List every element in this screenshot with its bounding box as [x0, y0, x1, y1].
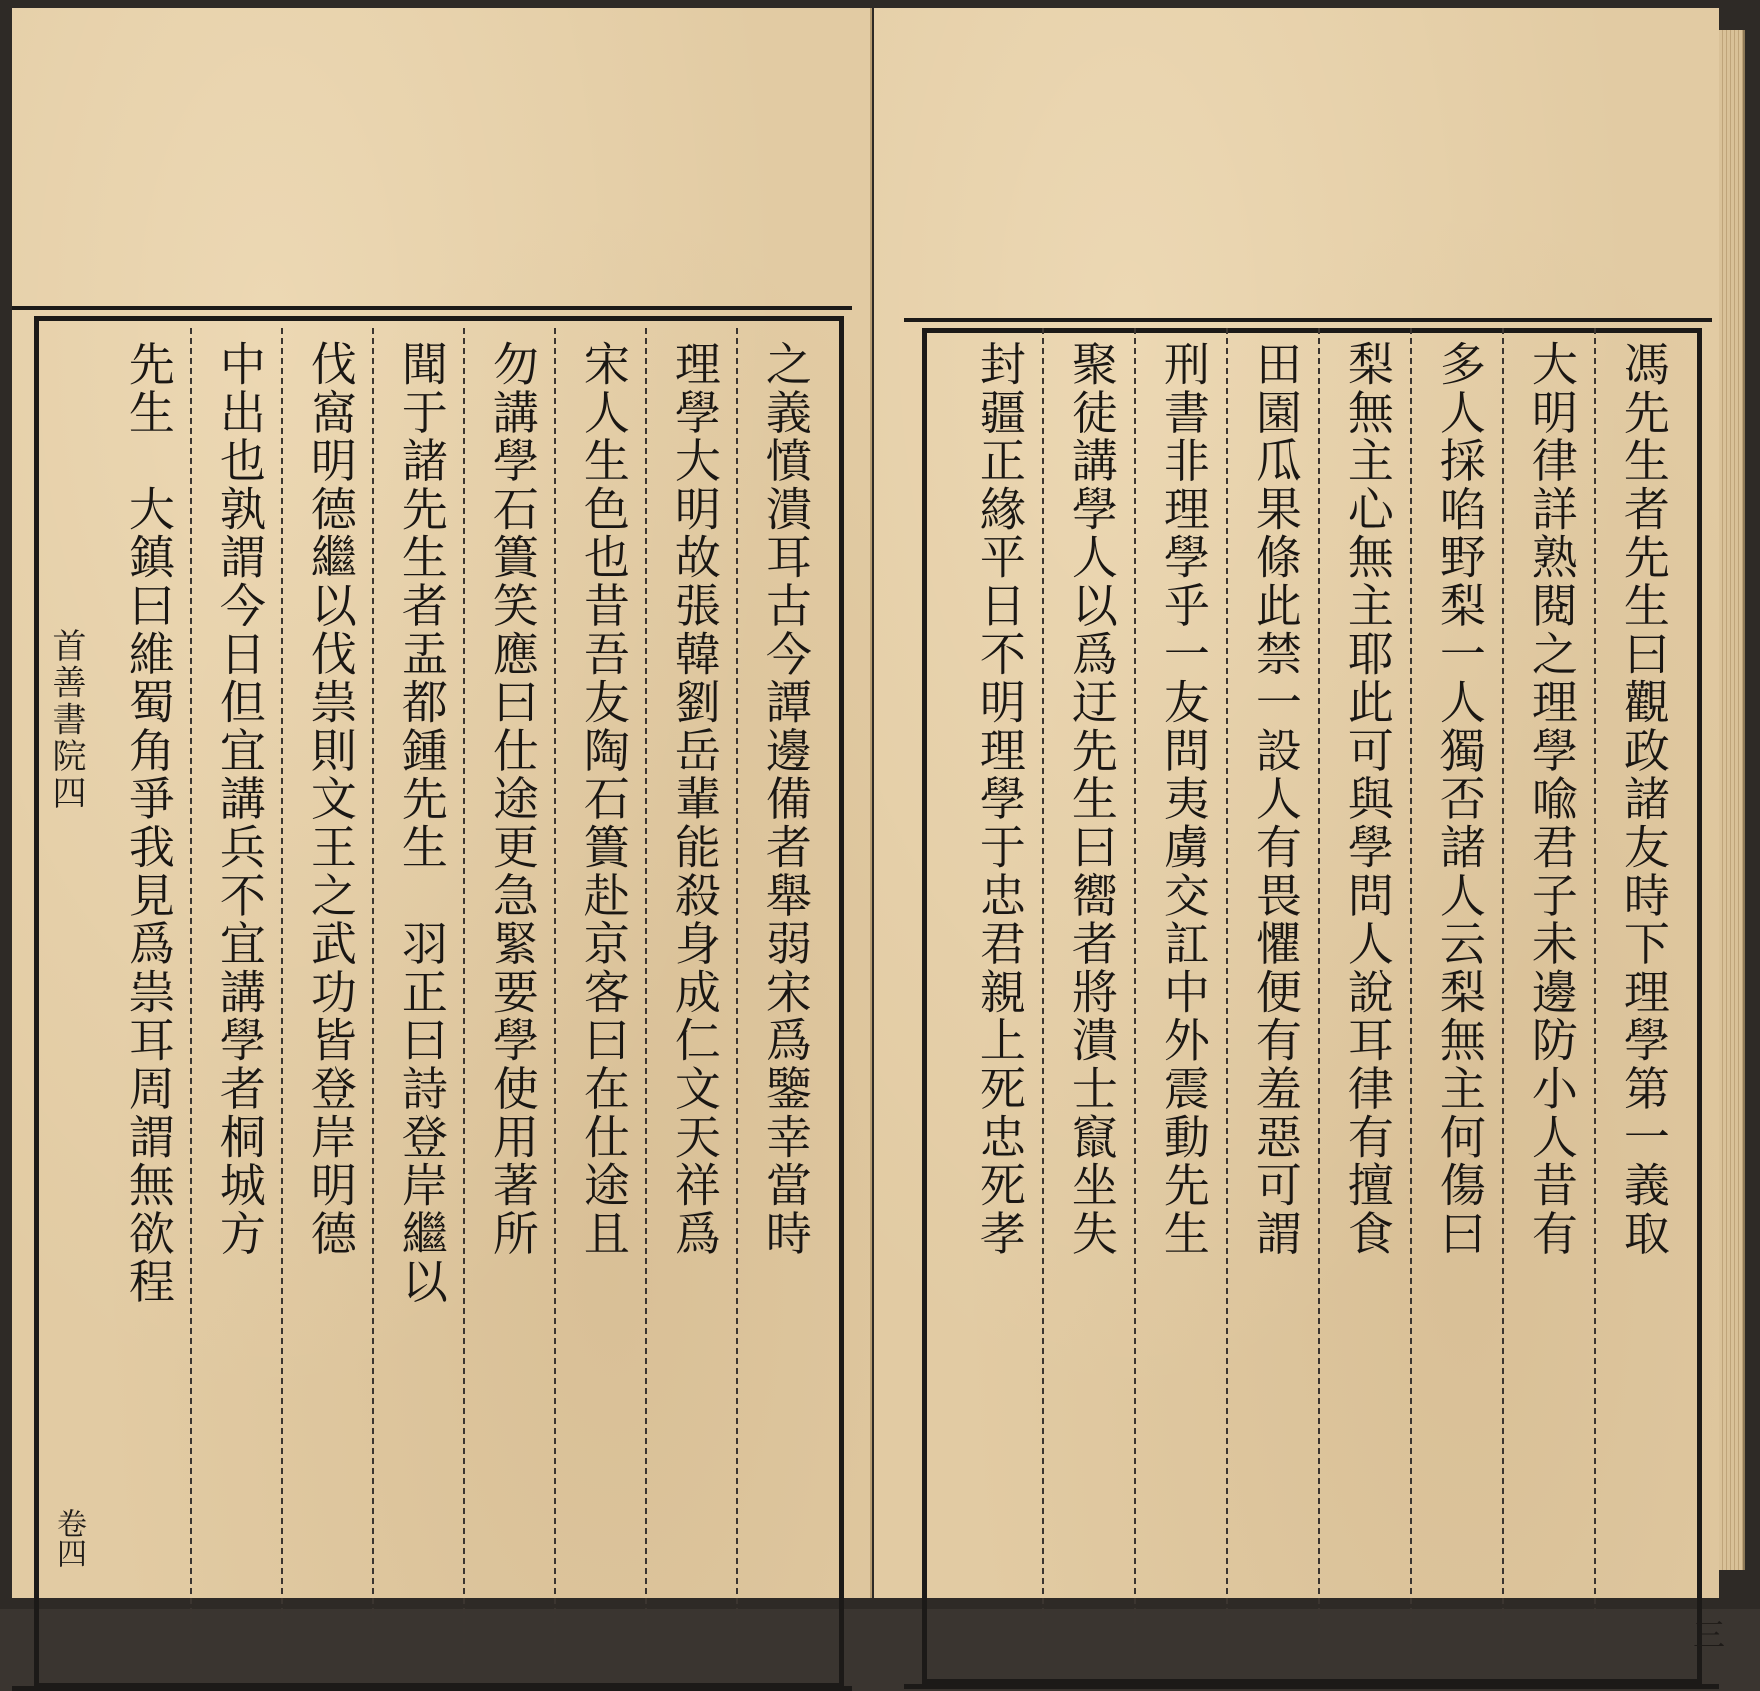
text-column: 聚徒講學人以爲迂先生曰嚮者將潰士竄坐失	[1064, 340, 1119, 1258]
text-frame	[922, 328, 1702, 1684]
column-divider	[1134, 328, 1136, 1664]
text-column: 中出也孰謂今日但宜講兵不宜講學者桐城方	[212, 340, 267, 1258]
column-divider	[554, 328, 556, 1664]
column-divider	[372, 328, 374, 1664]
page-number: 三	[1688, 1618, 1726, 1650]
top-rule	[12, 306, 852, 310]
column-divider	[1318, 328, 1320, 1664]
text-column: 梨無主心無主耶此可與學問人說耳律有擅食	[1340, 340, 1395, 1258]
top-rule	[904, 318, 1712, 322]
text-column: 宋人生色也昔吾友陶石簣赴京客曰在仕途且	[576, 340, 631, 1258]
volume-marker: 卷四	[51, 1508, 86, 1568]
column-divider	[463, 328, 465, 1664]
margin-title: 首善書院四	[46, 628, 86, 812]
text-column: 刑書非理學乎一友問夷虜交訌中外震動先生	[1156, 340, 1211, 1258]
bottom-rule	[904, 1684, 1719, 1689]
column-divider	[1594, 328, 1596, 1664]
column-divider	[1226, 328, 1228, 1664]
text-column: 理學大明故張韓劉岳輩能殺身成仁文天祥爲	[667, 340, 722, 1258]
column-divider	[1502, 328, 1504, 1664]
text-column: 馮先生者先生曰觀政諸友時下理學第一義取	[1616, 340, 1671, 1258]
column-divider	[736, 328, 738, 1664]
text-column: 封疆正緣平日不明理學于忠君親上死忠死孝	[972, 340, 1027, 1258]
text-column: 田園瓜果條此禁一設人有畏懼便有羞惡可謂	[1248, 340, 1303, 1258]
left-page	[12, 8, 872, 1598]
text-column: 伐窩明德繼以伐祟則文王之武功皆登岸明德	[303, 340, 358, 1258]
page-edges	[1719, 30, 1745, 1570]
text-column: 大明律詳熟閱之理學喩君子未邊防小人昔有	[1524, 340, 1579, 1258]
column-divider	[190, 328, 192, 1664]
text-column: 勿講學石簣笑應曰仕途更急緊要學使用著所	[485, 340, 540, 1258]
text-column: 多人採啗野梨一人獨否諸人云梨無主何傷曰	[1432, 340, 1487, 1258]
right-page	[874, 8, 1726, 1650]
column-divider	[281, 328, 283, 1664]
column-divider	[1042, 328, 1044, 1664]
text-column: 先生 大鎮曰維蜀角爭我見爲祟耳周謂無欲程	[121, 340, 176, 1306]
text-column: 之義憤潰耳古今譚邊備者舉弱宋爲鑒幸當時	[758, 340, 813, 1258]
column-divider	[645, 328, 647, 1664]
text-column: 聞于諸先生者盂都鍾先生 羽正曰詩登岸繼以	[394, 340, 449, 1306]
column-divider	[1410, 328, 1412, 1664]
